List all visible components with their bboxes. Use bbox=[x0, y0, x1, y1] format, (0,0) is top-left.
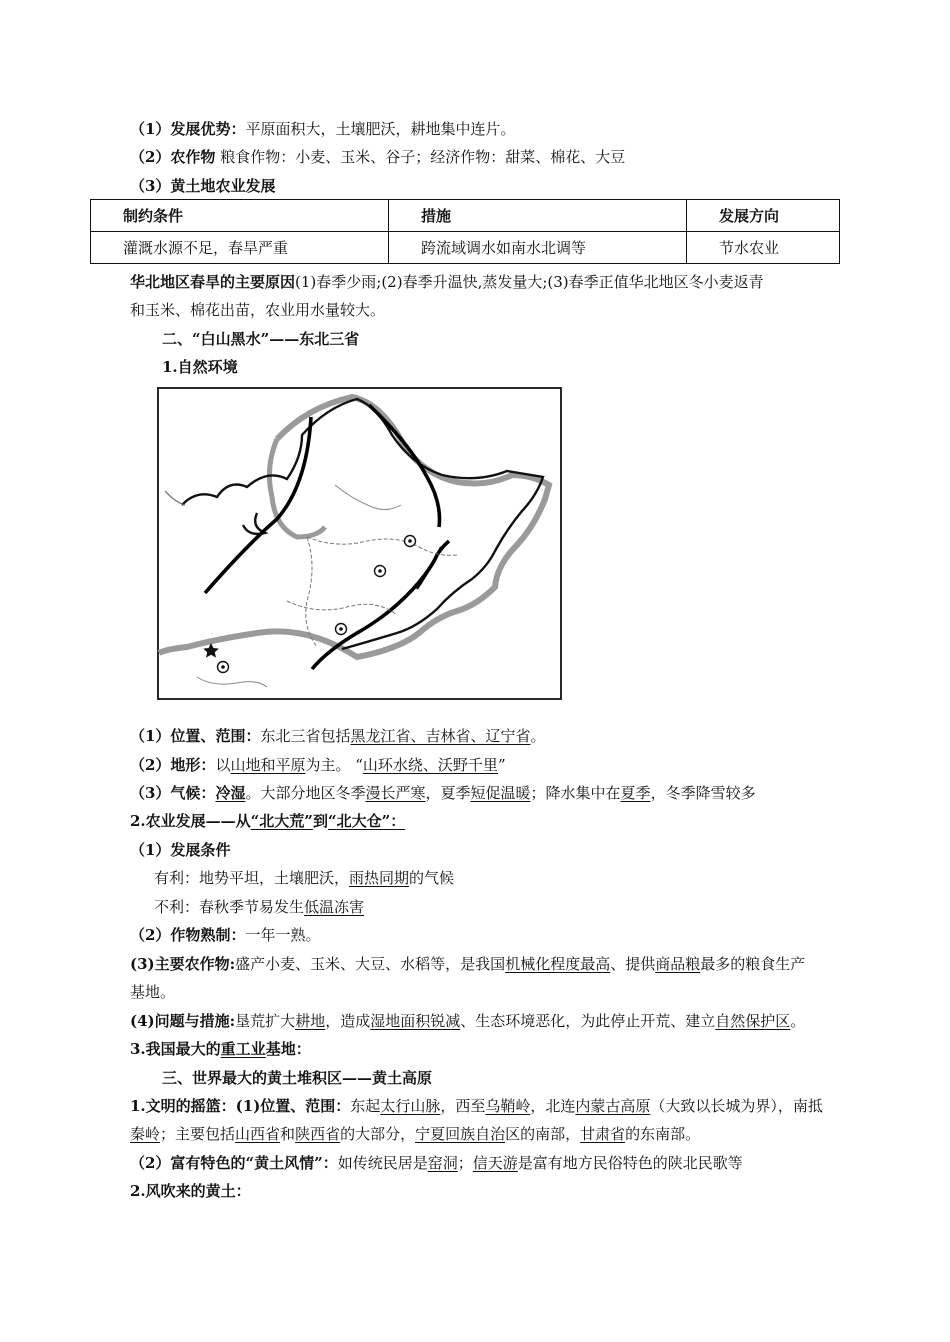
drought-line-2: 和玉米、棉花出苗，农业用水量较大。 bbox=[130, 301, 386, 319]
section-title-loess: 三、世界最大的黄土堆积区——黄土高原 bbox=[162, 1069, 433, 1087]
disadvantage-line: 不利：春秋季节易发生低温冻害 bbox=[154, 898, 365, 916]
location-line: （1）位置、范围：东北三省包括黑龙江省、吉林省、辽宁省。 bbox=[130, 727, 546, 745]
loess-agri-heading: （3）黄土地农业发展 bbox=[130, 177, 276, 195]
table-header: 制约条件 bbox=[91, 200, 389, 232]
table-cell: 灌溉水源不足，春旱严重 bbox=[91, 232, 389, 264]
city-marker bbox=[375, 566, 386, 577]
agri-heading: 2.农业发展——从“北大荒”到“北大仓”： bbox=[130, 812, 406, 830]
advantage-line: （1）发展优势：平原面积大，土壤肥沃，耕地集中连片。 bbox=[130, 120, 516, 138]
agri-table bbox=[90, 199, 840, 264]
env-title: 1.自然环境 bbox=[162, 358, 238, 376]
advantage-line: 有利：地势平坦，土壤肥沃，雨热同期的气候 bbox=[154, 869, 455, 887]
terrain-line: （2）地形：以山地和平原为主。 “山环水绕、沃野千里” bbox=[130, 756, 506, 774]
table-row bbox=[91, 232, 840, 264]
section-title-northeast: 二、“白山黑水”——东北三省 bbox=[162, 330, 360, 348]
problems-line: (4)问题与措施:垦荒扩大耕地，造成湿地面积锐减、生态环境恶化，为此停止开荒、建立自然保护区。 bbox=[130, 1012, 806, 1030]
drought-line: 华北地区春旱的主要原因(1)春季少雨;(2)春季升温快,蒸发量大;(3)春季正值华北地区冬小麦返青 bbox=[130, 273, 764, 291]
northeast-map bbox=[157, 387, 563, 701]
folk-culture-line: （2）富有特色的“黄土风情”：如传统民居是窑洞；信天游是富有地方民俗特色的陕北民歌等 bbox=[130, 1154, 743, 1172]
city-marker bbox=[218, 662, 229, 673]
table-cell: 跨流域调水如南水北调等 bbox=[389, 232, 687, 264]
cropping-line: （2）作物熟制：一年一熟。 bbox=[130, 926, 321, 944]
city-marker bbox=[336, 624, 347, 635]
table-header: 措施 bbox=[389, 200, 687, 232]
main-crops-line: (3)主要农作物:盛产小麦、玉米、大豆、水稻等，是我国机械化程度最高、提供商品粮最多的粮食生产 bbox=[130, 955, 806, 973]
table-header: 发展方向 bbox=[687, 200, 840, 232]
crops-line: （2）农作物 粮食作物：小麦、玉米、谷子；经济作物：甜菜、棉花、大豆 bbox=[130, 148, 626, 166]
main-crops-line-2: 基地。 bbox=[130, 983, 176, 1001]
city-marker bbox=[405, 536, 416, 547]
loess-location-line: 1.文明的摇篮：(1)位置、范围：东起太行山脉，西至乌鞘岭，北连内蒙古高原（大致以长城为界），南抵 bbox=[130, 1097, 823, 1115]
heavy-industry-heading: 3.我国最大的重工业基地： bbox=[130, 1040, 311, 1058]
loess-location-line-2: 秦岭；主要包括山西省和陕西省的大部分，宁夏回族自治区的南部，甘肃省的东南部。 bbox=[130, 1125, 701, 1143]
climate-line: （3）气候：冷湿。大部分地区冬季漫长严寒，夏季短促温暖；降水集中在夏季，冬季降雪较多 bbox=[130, 784, 756, 802]
conditions-heading: （1）发展条件 bbox=[130, 841, 231, 859]
table-cell: 节水农业 bbox=[687, 232, 840, 264]
wind-loess-heading: 2.风吹来的黄土： bbox=[130, 1182, 251, 1200]
table-header-row bbox=[91, 200, 840, 232]
